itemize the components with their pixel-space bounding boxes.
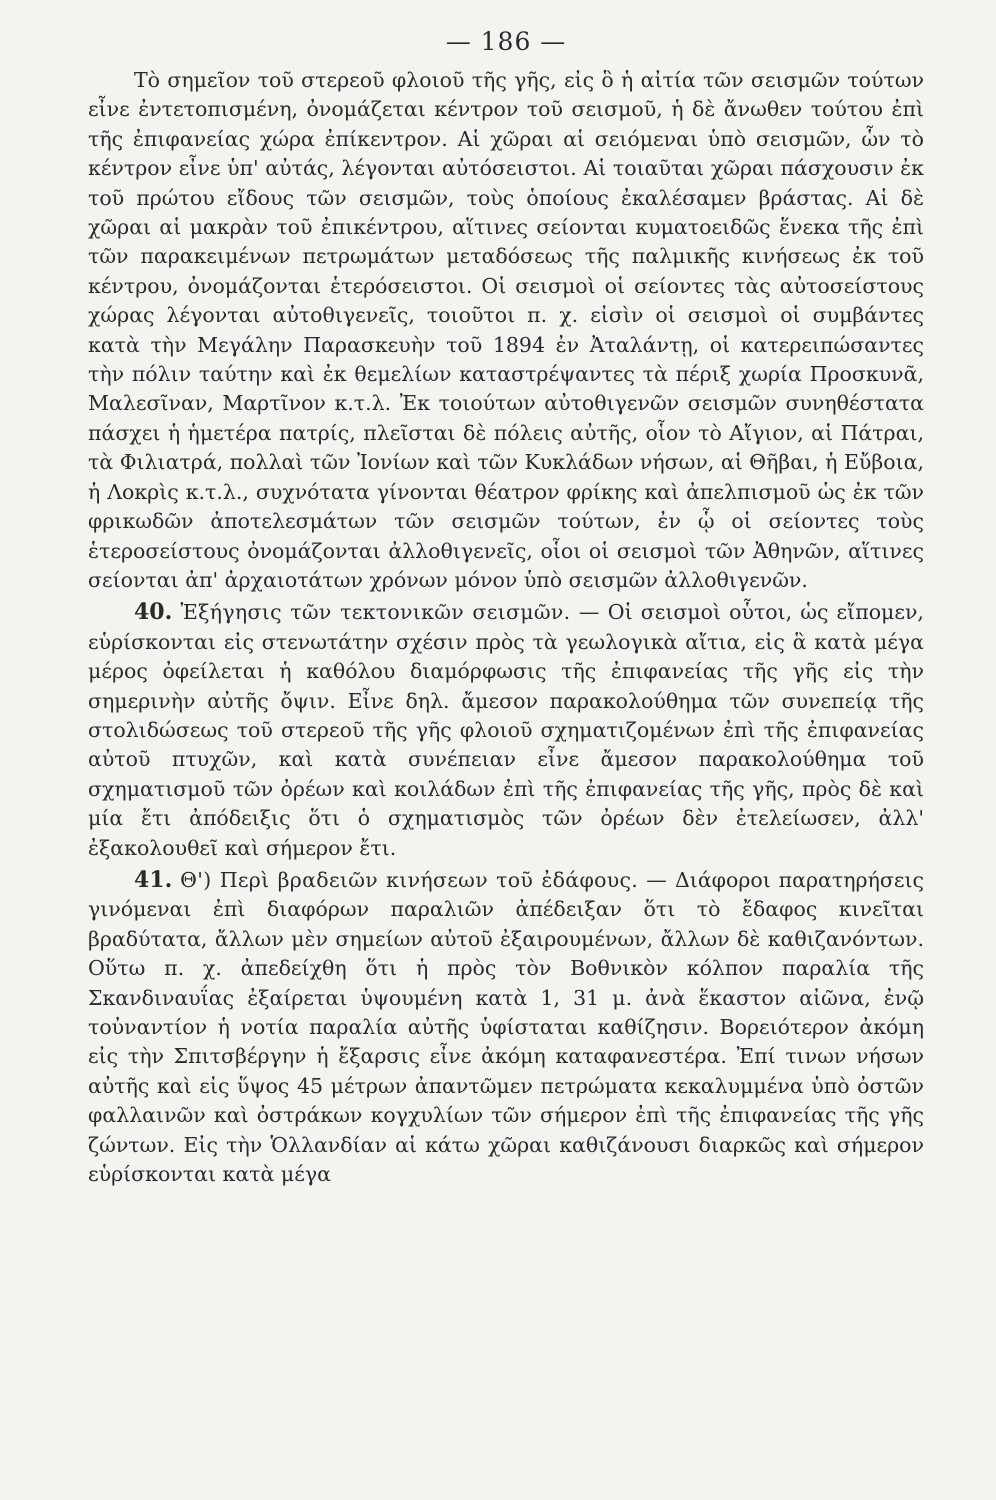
section-41 [88,866,924,1189]
page-number: — 186 — [445,27,567,56]
book-page [88,20,924,1480]
section-number: 41. [134,866,173,893]
section-heading: Ἐξήγησις τῶν τεκτονικῶν σεισμῶν. — [180,600,600,625]
paragraph-text: Τὸ σημεῖον τοῦ στερεοῦ φλοιοῦ τῆς γῆς, εἰς ὃ ἡ αἰτία τῶν σεισμῶν τούτων εἶνε ἐντετοπισμένη, ὀνομάζεται κέντρον τοῦ σεισμοῦ, ἡ δὲ ἄνωθεν τούτου ἐπὶ τῆς ἐπιφανείας χώρα ἐπίκεντρον. Αἱ χῶραι αἱ σειόμεναι ὑπὸ σεισμῶν, ὧν τὸ κέντρον εἶνε ὑπ' αὐτάς, λέγονται αὐτόσειστοι. Αἱ τοιαῦται χῶραι πάσχουσιν ἐκ τοῦ πρώτου εἴδους τῶν σεισμῶν, τοὺς ὁποίους ἐκαλέσαμεν βράστας. Αἱ δὲ χῶραι αἱ μακρὰν τοῦ ἐπικέντρου, αἵτινες σείονται κυματοειδῶς ἕνεκα τῆς ἐπὶ τῶν παρακειμένων πετρωμάτων μεταδόσεως τῆς παλμικῆς κινήσεως ἐκ τοῦ κέντρου, ὀνομάζονται ἑτερόσειστοι. Οἱ σεισμοὶ οἱ σείοντες τὰς αὐτοσείστους χώρας λέγονται αὐτοθιγενεῖς, τοιοῦτοι π. χ. εἰσὶν οἱ σεισμοὶ οἱ συμβάντες κατὰ τὴν Μεγάλην Παρασκευὴν τοῦ 1894 ἐν Ἀταλάντῃ, οἱ κατερειπώσαντες τὴν πόλιν ταύτην καὶ ἐκ θεμελίων καταστρέψαντες τὰ πέριξ χωρία Προσκυνᾶ, Μαλεσῖναν, Μαρτῖνον κ.τ.λ. Ἐκ τοιούτων αὐτοθιγενῶν σεισμῶν συνηθέστατα πάσχει ἡ ἡμετέρα πατρίς, πλεῖσται δὲ πόλεις αὐτῆς, οἷον τὸ Αἴγιον, αἱ Πάτραι, τὰ Φιλιατρά, πολλαὶ τῶν Ἰονίων καὶ τῶν Κυκλάδων νήσων, αἱ Θῆβαι, ἡ Εὔβοια, ἡ Λοκρὶς κ.τ.λ., συχνότατα γίνονται θέατρον φρίκης καὶ ἀπελπισμοῦ ὡς ἐκ τῶν φρικωδῶν ἀποτελεσμάτων τῶν σεισμῶν τούτων, ἐν ᾧ οἱ σείοντες τοὺς ἑτεροσείστους ὀνομάζονται ἀλλοθιγενεῖς, οἷοι οἱ σεισμοὶ τῶν Ἀθηνῶν, αἵτινες σείονται ἀπ' ἀρχαιοτάτων χρόνων μόνον ὑπὸ σεισμῶν ἀλλοθιγενῶν. [88,68,924,592]
section-text: Οἱ σεισμοὶ οὗτοι, ὡς εἴπομεν, εὑρίσκονται εἰς στενωτάτην σχέσιν πρὸς τὰ γεωλογικὰ αἴτια, εἰς ἃ κατὰ μέγα μέρος ὀφείλεται ἡ καθόλου διαμόρφωσις τῆς ἐπιφανείας τῆς γῆς εἰς τὴν σημερινὴν αὐτῆς ὄψιν. Εἶνε δηλ. ἄμεσον παρακολούθημα τῶν συνεπείᾳ τῆς στολιδώσεως τοῦ στερεοῦ τῆς γῆς φλοιοῦ σχηματιζομένων ἐπὶ τῆς ἐπιφανείας αὐτοῦ πτυχῶν, καὶ κατὰ συνέπειαν εἶνε ἄμεσον παρακολούθημα τοῦ σχηματισμοῦ τῶν ὀρέων καὶ κοιλάδων ἐπὶ τῆς ἐπιφανείας τῆς γῆς, πρὸς δὲ καὶ μία ἔτι ἀπόδειξις ὅτι ὁ σχηματισμὸς τῶν ὀρέων δὲν ἐτελείωσεν, ἀλλ' ἐξακολουθεῖ καὶ σήμερον ἔτι. [88,600,924,860]
section-number: 40. [134,599,173,626]
section-40 [88,598,924,863]
section-heading: Θ') Περὶ βραδειῶν κινήσεων τοῦ ἐδάφους. — [180,867,668,892]
paragraph-epicenter [88,66,924,595]
section-text: Διάφοροι παρατηρήσεις γινόμεναι ἐπὶ διαφόρων παραλιῶν ἀπέδειξαν ὅτι τὸ ἔδαφος κινεῖται βραδύτατα, ἄλλων μὲν σημείων αὐτοῦ ἐξαιρουμένων, ἄλλων δὲ καθιζανόντων. Οὕτω π. χ. ἀπεδείχθη ὅτι ἡ πρὸς τὸν Βοθνικὸν κόλπον παραλία τῆς Σκανδιναυΐας ἐξαίρεται ὑψουμένη κατὰ 1, 31 μ. ἀνὰ ἕκαστον αἰῶνα, ἐνῷ τοὐναντίον ἡ νοτία παραλία αὐτῆς ὑφίσταται καθίζησιν. Βορειότερον ἀκόμη εἰς τὴν Σπιτσβέργην ἡ ἔξαρσις εἶνε ἀκόμη καταφανεστέρα. Ἐπί τινων νήσων αὐτῆς καὶ εἰς ὕψος 45 μέτρων ἀπαντῶμεν πετρώματα κεκαλυμμένα ὑπὸ ὀστῶν φαλλαινῶν καὶ ὀστράκων κογχυλίων τῶν σήμερον ἐπὶ τῆς ἐπιφανείας τῆς γῆς ζώντων. Εἰς τὴν Ὁλλανδίαν αἱ κάτω χῶραι καθιζάνουσι διαρκῶς καὶ σήμερον εὑρίσκονται κατὰ μέγα [88,867,924,1187]
